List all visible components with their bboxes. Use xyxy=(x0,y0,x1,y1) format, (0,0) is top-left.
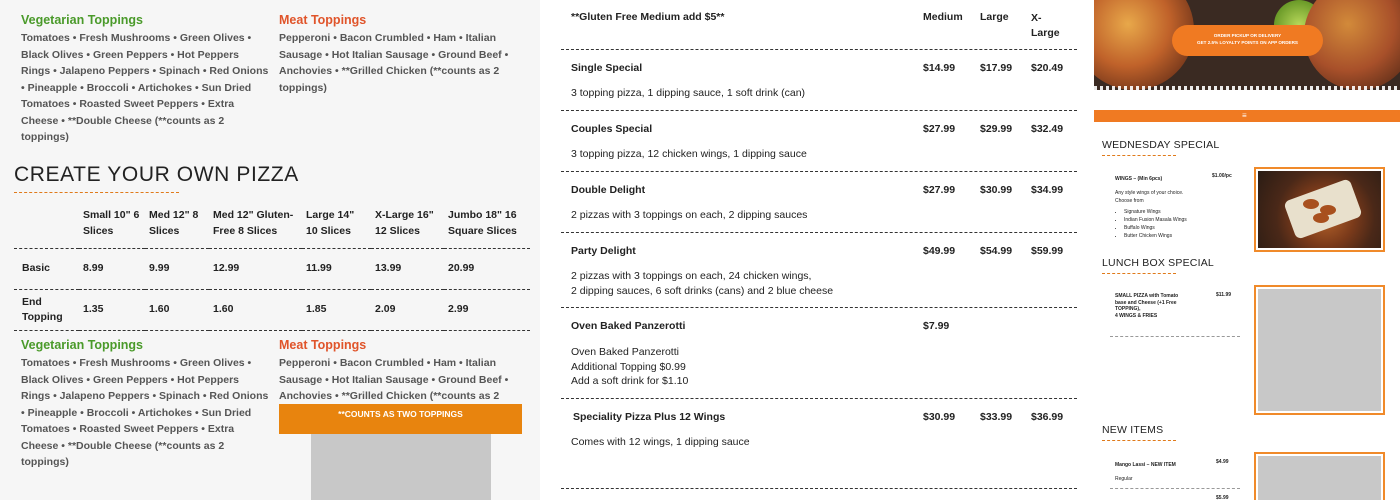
item-line: TOPPING), xyxy=(1115,306,1141,312)
title-underline xyxy=(1102,273,1176,274)
vegetarian-toppings-title: Vegetarian Toppings xyxy=(21,338,144,352)
divider xyxy=(1110,488,1240,489)
table-cell: 12.99 xyxy=(213,262,240,274)
divider xyxy=(561,110,1077,111)
table-header-cell: Med 12" Gluten-Free 8 Slices xyxy=(213,209,294,237)
counts-as-two-banner: **COUNTS AS TWO TOPPINGS xyxy=(279,404,522,434)
description-line: Choose from xyxy=(1115,198,1144,204)
col-header-xlarge-line2: Large xyxy=(1031,27,1060,39)
item-line: base and Cheese (+1 Free xyxy=(1115,299,1177,306)
price-large: $29.99 xyxy=(980,123,1013,135)
wing-shape xyxy=(1303,199,1319,209)
divider xyxy=(1110,336,1240,337)
meat-toppings-title: Meat Toppings xyxy=(279,13,367,27)
wings-item-description xyxy=(1115,189,1215,240)
title-underline xyxy=(14,192,179,193)
col-header-xlarge xyxy=(1031,11,1060,41)
price-xlarge: $20.49 xyxy=(1031,62,1064,74)
description-line: Any style wings of your choice. xyxy=(1115,190,1184,196)
new-item-name: Mango Lassi – NEW ITEM xyxy=(1115,462,1176,468)
cta-line: GET 2.5% LOYALTY POINTS ON APP ORDERS xyxy=(1197,39,1298,45)
table-header-cell: Jumbo 18" 16 Square Slices xyxy=(448,209,517,237)
divider xyxy=(561,49,1077,50)
specials-panel xyxy=(546,0,1090,500)
gluten-free-note: **Gluten Free Medium add $5** xyxy=(571,11,725,23)
price-xlarge: $32.49 xyxy=(1031,123,1064,135)
wings-item-name: WINGS – (Min 6pcs) xyxy=(1115,176,1163,182)
image-placeholder xyxy=(311,434,491,500)
divider xyxy=(561,171,1077,172)
description-line: Add a soft drink for $1.10 xyxy=(571,375,689,387)
description-line: 3 topping pizza, 12 chicken wings, 1 dipping sauce xyxy=(571,148,807,160)
special-name: Single Special xyxy=(571,62,643,74)
price-large: $33.99 xyxy=(980,411,1013,423)
table-cell: 11.99 xyxy=(306,262,332,274)
description-line: 2 pizzas with 3 toppings on each, 24 chicken wings, xyxy=(571,270,812,282)
description-line: 2 dipping sauces, 6 soft drinks (cans) and 2 blue cheese xyxy=(571,284,834,297)
order-cta-button[interactable] xyxy=(1172,25,1323,56)
table-header-cell: Med 12" 8 Slices xyxy=(149,209,199,237)
meat-toppings-title: Meat Toppings xyxy=(279,338,367,352)
meat-toppings-list: Pepperoni • Bacon Crumbled • Ham • Italian Sausage • Hot Italian Sausage • Ground Beef • Anchovies • **Grilled Chicken (**counts as 2 xyxy=(279,357,509,402)
table-cell: 1.35 xyxy=(83,303,104,315)
wings-styles-list xyxy=(1115,208,1215,240)
list-item: • Butter Chicken Wings xyxy=(1124,232,1215,240)
price-xlarge: $36.99 xyxy=(1031,411,1064,423)
new-items-title: NEW ITEMS xyxy=(1102,424,1164,436)
description-line: 2 pizzas with 3 toppings on each, 2 dipping sauces xyxy=(571,209,808,221)
special-name: Speciality Pizza Plus 12 Wings xyxy=(573,411,726,423)
table-cell: 2.99 xyxy=(448,303,469,315)
price-large: $17.99 xyxy=(980,62,1013,74)
description-line: 3 topping pizza, 1 dipping sauce, 1 soft drink (can) xyxy=(571,87,806,99)
mobile-preview-panel xyxy=(1094,0,1400,500)
list-item: • Buffalo Wings xyxy=(1124,224,1215,232)
special-description xyxy=(571,147,807,162)
special-name: Double Delight xyxy=(571,184,646,196)
special-description xyxy=(571,208,807,223)
divider xyxy=(561,232,1077,233)
hero-border xyxy=(1094,86,1400,90)
description-line: Comes with 12 wings, 1 dipping sauce xyxy=(571,436,750,448)
table-cell: 13.99 xyxy=(375,262,402,274)
lunch-image-frame xyxy=(1254,285,1385,415)
table-cell: 20.99 xyxy=(448,262,475,274)
description-line: Oven Baked Panzerotti xyxy=(571,346,679,358)
special-description xyxy=(571,345,688,389)
vegetarian-toppings-list: Tomatoes • Fresh Mushrooms • Green Olives • Black Olives • Green Peppers • Hot Peppers Rings • Jalapeno Peppers • Spinach • Red Onions • Pineapple • Broccoli • Artichokes • Sun Dried Tomatoes • Roasted Sweet Peppers • Extra Cheese • **Double Cheese (**counts as 2 toppings) xyxy=(21,32,269,143)
col-header-large: Large xyxy=(980,11,1009,23)
description-line: Additional Topping $0.99 xyxy=(571,360,686,373)
meat-toppings-list: Pepperoni • Bacon Crumbled • Ham • Italian Sausage • Hot Italian Sausage • Ground Beef • Anchovies • **Grilled Chicken (**counts as 2 toppings) xyxy=(279,32,509,94)
cta-line: ORDER PICKUP OR DELIVERY xyxy=(1213,33,1282,38)
special-description xyxy=(571,86,805,101)
table-cell: 1.60 xyxy=(149,303,170,315)
table-row xyxy=(14,289,530,330)
special-name: Couples Special xyxy=(571,123,653,135)
lunch-box-special-title: LUNCH BOX SPECIAL xyxy=(1102,257,1214,269)
image-placeholder xyxy=(1258,289,1381,411)
table-cell: 1.60 xyxy=(213,303,234,315)
price-medium: $7.99 xyxy=(923,320,950,332)
special-description xyxy=(571,435,750,450)
vegetarian-toppings-bottom xyxy=(21,337,271,471)
table-header-cell xyxy=(14,203,79,248)
mobile-navbar xyxy=(1094,110,1400,122)
table-header-cell: X-Large 16" 12 Slices xyxy=(375,209,434,237)
wednesday-special-title: WEDNESDAY SPECIAL xyxy=(1102,139,1220,151)
list-item: • Signature Wings xyxy=(1124,208,1215,216)
price-large: $54.99 xyxy=(980,245,1013,257)
special-name: Oven Baked Panzerotti xyxy=(571,320,686,332)
meat-toppings-top xyxy=(279,12,524,96)
new-item-size: Regular xyxy=(1115,476,1133,482)
new-item-price: $4.99 xyxy=(1216,459,1229,465)
price-medium: $49.99 xyxy=(923,245,956,257)
special-description xyxy=(571,269,833,298)
table-header-cell: Large 14" 10 Slices xyxy=(306,209,355,237)
table-header-cell: Small 10" 6 Slices xyxy=(83,209,140,237)
vegetarian-toppings-list: Tomatoes • Fresh Mushrooms • Green Olives • Black Olives • Green Peppers • Hot Peppers Rings • Jalapeno Peppers • Spinach • Red Onions • Pineapple • Broccoli • Artichokes • Sun Dried Tomatoes • Roasted Sweet Peppers • Extra Cheese • **Double Cheese (**counts as 2 toppings) xyxy=(21,357,269,468)
vegetarian-toppings-top xyxy=(21,12,271,146)
divider xyxy=(561,488,1077,489)
create-your-own-title: CREATE YOUR OWN PIZZA xyxy=(14,163,299,186)
wing-shape xyxy=(1313,213,1329,223)
item-line: SMALL PIZZA with Tomato xyxy=(1115,293,1179,299)
table-header-row xyxy=(14,203,530,248)
divider xyxy=(561,398,1077,399)
price-medium: $30.99 xyxy=(923,411,956,423)
table-cell: 9.99 xyxy=(149,262,170,274)
price-xlarge: $34.99 xyxy=(1031,184,1064,196)
price-large: $30.99 xyxy=(980,184,1013,196)
price-xlarge: $59.99 xyxy=(1031,245,1064,257)
table-cell: 1.85 xyxy=(306,303,327,315)
wings-image xyxy=(1258,171,1381,248)
table-cell: Basic xyxy=(22,262,51,274)
item-line: 4 WINGS & FRIES xyxy=(1115,312,1158,319)
hero-banner xyxy=(1094,0,1400,90)
col-header-xlarge-line1: X- xyxy=(1031,12,1042,24)
list-item: • Indian Fusion Masala Wings xyxy=(1124,216,1215,224)
hamburger-menu-icon[interactable]: ≡ xyxy=(1242,111,1247,120)
special-name: Party Delight xyxy=(571,245,636,257)
wings-image-frame xyxy=(1254,167,1385,252)
table-cell: 8.99 xyxy=(83,262,104,274)
divider xyxy=(561,307,1077,308)
pizza-price-table xyxy=(14,203,530,331)
image-placeholder xyxy=(1258,456,1381,500)
new-item-image-frame xyxy=(1254,452,1385,500)
table-cell: End Topping xyxy=(22,295,63,323)
create-your-own-panel xyxy=(0,0,540,500)
new-item-price-2: $5.99 xyxy=(1216,495,1229,500)
lunch-item-price: $11.99 xyxy=(1216,292,1232,298)
price-medium: $27.99 xyxy=(923,123,956,135)
lunch-item-name xyxy=(1115,293,1215,319)
col-header-medium: Medium xyxy=(923,11,963,23)
title-underline xyxy=(1102,155,1176,156)
table-cell: 2.09 xyxy=(375,303,396,315)
table-row xyxy=(14,248,530,289)
price-medium: $27.99 xyxy=(923,184,956,196)
wings-item-price: $1.00/pc xyxy=(1212,173,1232,179)
vegetarian-toppings-title: Vegetarian Toppings xyxy=(21,13,144,27)
price-medium: $14.99 xyxy=(923,62,956,74)
title-underline xyxy=(1102,440,1176,441)
